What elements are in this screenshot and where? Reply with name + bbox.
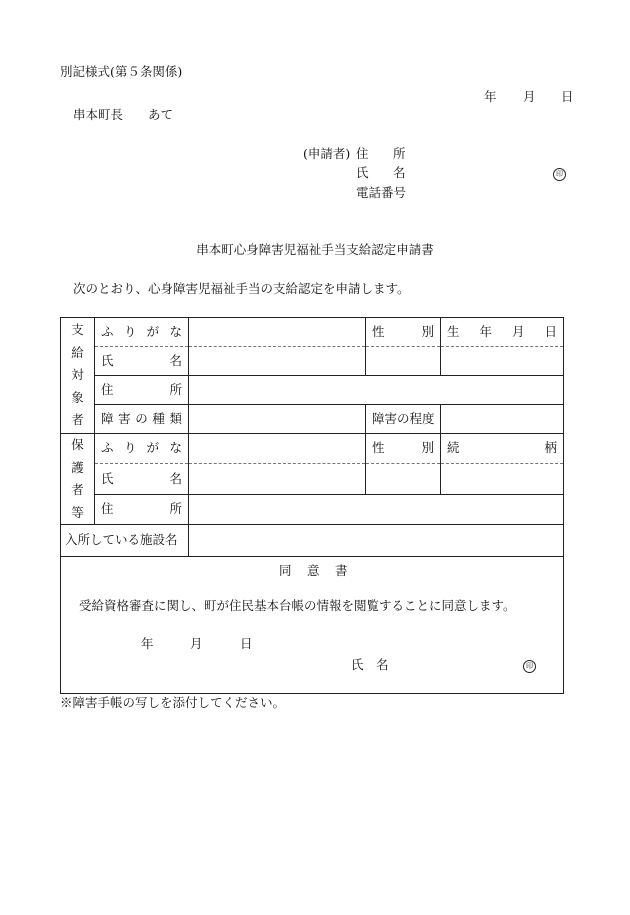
table-row xyxy=(61,464,564,494)
consent-seal xyxy=(523,658,536,673)
consent-date-month: 月 xyxy=(190,636,203,651)
consent-title-2: 意 xyxy=(307,563,320,578)
guardian-address-field[interactable] xyxy=(189,494,564,524)
consent-name-label-1: 氏 xyxy=(351,657,364,672)
beneficiary-furigana-label: ふ り が な xyxy=(95,318,189,347)
consent-text: 受給資格審査に関し、町が住民基本台帳の情報を閲覧することに同意します。 xyxy=(79,598,516,613)
header-date-year: 年 xyxy=(484,89,497,104)
applicant-address-label-1: 住 xyxy=(356,146,369,161)
beneficiary-birthdate-field[interactable] xyxy=(441,347,564,376)
table-row xyxy=(61,347,564,376)
table-row xyxy=(61,376,564,405)
table-row xyxy=(61,318,564,347)
table-row xyxy=(61,525,564,557)
guardian-relationship-field[interactable] xyxy=(441,464,564,494)
table-row xyxy=(61,557,564,694)
guardian-relationship-label: 続 柄 xyxy=(441,434,564,464)
consent-section xyxy=(61,557,564,694)
disability-degree-field[interactable] xyxy=(441,405,564,434)
applicant-phone-label: 電話番号 xyxy=(356,185,407,200)
intro-text: 次のとおり、心身障害児福祉手当の支給認定を申請します。 xyxy=(73,281,410,296)
attachment-note: ※障害手帳の写しを添付してください。 xyxy=(60,695,286,710)
consent-title-1: 同 xyxy=(279,563,292,578)
guardian-group-label: 保 護 者 等 xyxy=(61,434,95,525)
addressee: 串本町長 xyxy=(73,107,124,122)
application-form-table xyxy=(60,317,564,694)
beneficiary-name-label: 氏 名 xyxy=(95,347,189,376)
disability-type-label: 障 害 の 種 類 xyxy=(95,405,189,434)
table-row xyxy=(61,434,564,464)
beneficiary-name-field[interactable] xyxy=(189,347,366,376)
guardian-address-label: 住 所 xyxy=(95,494,189,524)
seal-icon: 印 xyxy=(553,168,566,181)
applicant-label: (申請者) xyxy=(303,146,351,161)
applicant-address-label-2: 所 xyxy=(393,146,406,161)
beneficiary-birthdate-label: 生 年 月 日 xyxy=(441,318,564,347)
table-row xyxy=(61,405,564,434)
beneficiary-address-label: 住 所 xyxy=(95,376,189,405)
disability-type-field[interactable] xyxy=(189,405,366,434)
addressee-suffix: あて xyxy=(148,107,174,122)
guardian-furigana-field[interactable] xyxy=(189,434,366,464)
beneficiary-gender-field[interactable] xyxy=(366,347,441,376)
guardian-furigana-label: ふ り が な xyxy=(95,434,189,464)
consent-name-label-2: 名 xyxy=(376,657,389,672)
applicant-name-label-1: 氏 xyxy=(356,165,369,180)
consent-date-year: 年 xyxy=(141,636,154,651)
beneficiary-furigana-field[interactable] xyxy=(189,318,366,347)
consent-date-day: 日 xyxy=(240,636,253,651)
facility-field[interactable] xyxy=(189,525,564,557)
beneficiary-gender-label: 性 別 xyxy=(366,318,441,347)
guardian-gender-field[interactable] xyxy=(366,464,441,494)
beneficiary-address-field[interactable] xyxy=(189,376,564,405)
disability-degree-label: 障害の程度 xyxy=(366,405,441,434)
guardian-gender-label: 性 別 xyxy=(366,434,441,464)
applicant-name-label-2: 名 xyxy=(393,165,406,180)
applicant-seal xyxy=(553,166,566,181)
guardian-name-field[interactable] xyxy=(189,464,366,494)
header-date-day: 日 xyxy=(561,89,574,104)
form-number: 別記様式(第５条関係) xyxy=(60,64,183,79)
header-date-month: 月 xyxy=(523,89,536,104)
guardian-name-label: 氏 名 xyxy=(95,464,189,494)
seal-icon: 印 xyxy=(523,660,536,673)
consent-title-3: 書 xyxy=(335,563,348,578)
table-row xyxy=(61,494,564,524)
beneficiary-group-label: 支 給 対 象 者 xyxy=(61,318,95,434)
form-title: 串本町心身障害児福祉手当支給認定申請書 xyxy=(196,242,434,257)
facility-label: 入所している施設名 xyxy=(61,525,189,557)
